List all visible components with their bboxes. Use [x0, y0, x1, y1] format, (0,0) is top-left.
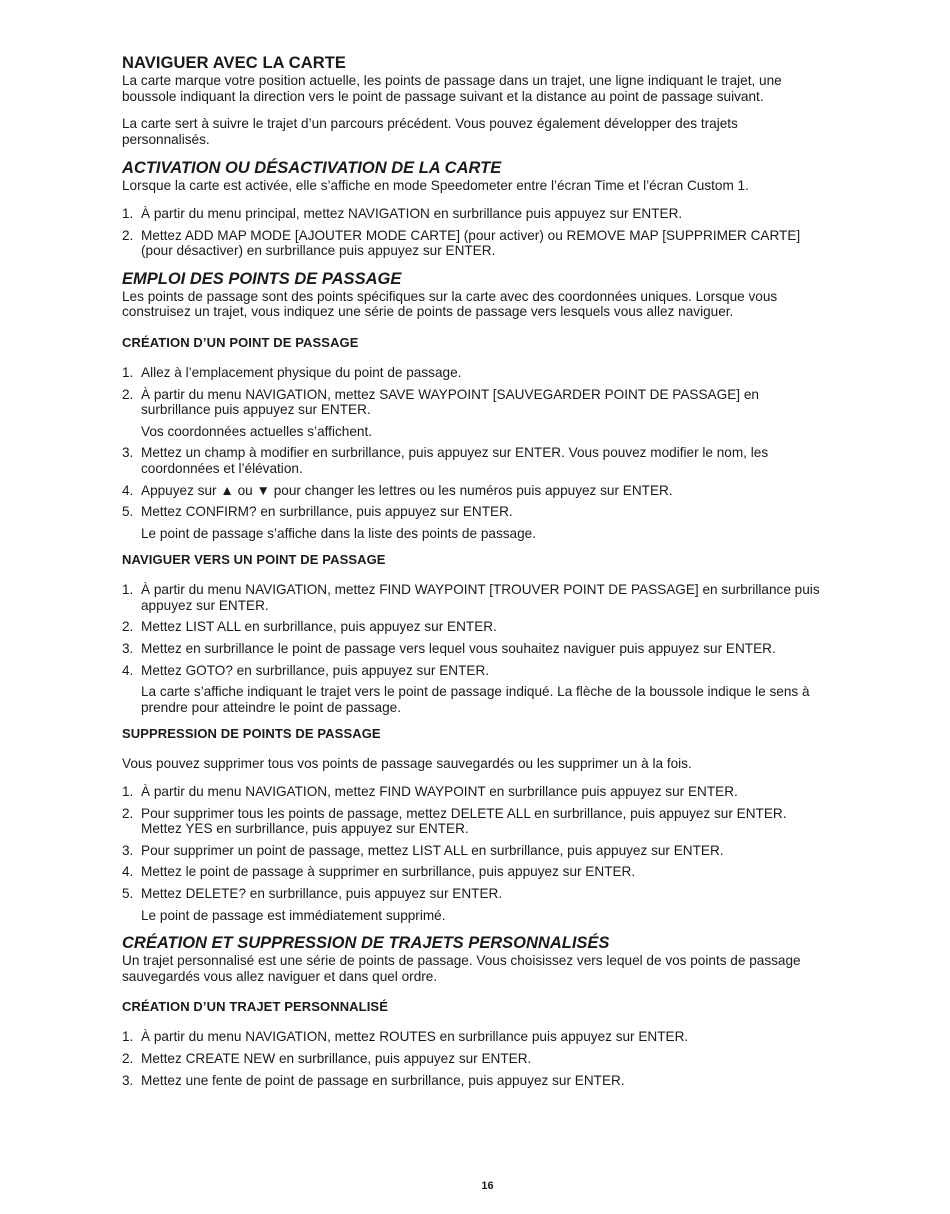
steps-list-activation	[122, 206, 827, 259]
list-item: 1. À partir du menu principal, mettez NAVIGATION en surbrillance puis appuyez sur ENTER.	[122, 205, 683, 221]
section-title-activation: ACTIVATION OU DÉSACTIVATION DE LA CARTE	[122, 159, 502, 178]
list-item: 2. Mettez LIST ALL en surbrillance, puis appuyez sur ENTER.	[122, 619, 497, 635]
list-item: 3. Mettez en surbrillance le point de passage vers lequel vous souhaitez naviguer puis appuyez sur ENTER.	[122, 641, 776, 657]
paragraph: La carte marque votre position actuelle, les points de passage dans un trajet, une ligne indiquant le trajet, une boussole indiquant la direction vers le point de passage suivant et la distance au point de passage suivant.	[122, 73, 782, 104]
page-number: 16	[481, 1180, 494, 1192]
list-item: 4. Mettez le point de passage à supprimer en surbrillance, puis appuyez sur ENTER.	[122, 864, 636, 880]
step-note: Le point de passage est immédiatement supprimé.	[141, 907, 446, 923]
list-item: 2. À partir du menu NAVIGATION, mettez SAVE WAYPOINT [SAUVEGARDER POINT DE PASSAGE] en surbrillance puis appuyez sur ENTER.	[122, 386, 759, 418]
list-item: 4. Mettez GOTO? en surbrillance, puis appuyez sur ENTER.	[122, 662, 490, 678]
section-title-routes: CRÉATION ET SUPPRESSION DE TRAJETS PERSONNALISÉS	[122, 934, 610, 953]
paragraph: Les points de passage sont des points spécifiques sur la carte avec des coordonnées uniques. Lorsque vous construisez un trajet, vous indiquez une série de points de passage vers lesquels vous allez naviguer.	[122, 288, 778, 320]
steps-list-create-waypoint	[122, 365, 827, 418]
list-item: 3. Pour supprimer un point de passage, mettez LIST ALL en surbrillance, puis appuyez sur ENTER.	[122, 842, 724, 858]
list-item: 1. À partir du menu NAVIGATION, mettez FIND WAYPOINT [TROUVER POINT DE PASSAGE] en surbrillance puis appuyez sur ENTER.	[122, 582, 820, 613]
list-item: 2. Mettez CREATE NEW en surbrillance, puis appuyez sur ENTER.	[122, 1050, 532, 1066]
section-title-map: NAVIGUER AVEC LA CARTE	[122, 54, 347, 72]
steps-list-create-waypoint-cont	[122, 445, 827, 519]
paragraph: La carte sert à suivre le trajet d’un parcours précédent. Vous pouvez également développer des trajets personnalisés.	[122, 116, 738, 147]
subsection-title-create-route: CRÉATION D’UN TRAJET PERSONNALISÉ	[122, 999, 388, 1015]
step-note: Le point de passage s’affiche dans la liste des points de passage.	[141, 525, 536, 541]
step-note: Vos coordonnées actuelles s’affichent.	[141, 423, 372, 439]
list-item: 2. Pour supprimer tous les points de passage, mettez DELETE ALL en surbrillance, puis appuyez sur ENTER. Mettez YES en surbrillance, puis appuyez sur ENTER.	[122, 805, 787, 837]
list-item: 3. Mettez une fente de point de passage en surbrillance, puis appuyez sur ENTER.	[122, 1072, 625, 1088]
paragraph: Vous pouvez supprimer tous vos points de passage sauvegardés ou les supprimer un à la fois.	[122, 756, 692, 772]
section-title-waypoints: EMPLOI DES POINTS DE PASSAGE	[122, 269, 402, 288]
list-item: 1. À partir du menu NAVIGATION, mettez ROUTES en surbrillance puis appuyez sur ENTER.	[122, 1029, 689, 1045]
subsection-title-create-waypoint: CRÉATION D’UN POINT DE PASSAGE	[122, 334, 359, 350]
list-item: 3. Mettez un champ à modifier en surbrillance, puis appuyez sur ENTER. Vous pouvez modifier le nom, les coordonnées et l’élévation.	[122, 445, 769, 476]
steps-list-navigate-waypoint	[122, 582, 827, 678]
list-item: 1. À partir du menu NAVIGATION, mettez FIND WAYPOINT en surbrillance puis appuyez sur ENTER.	[122, 784, 738, 800]
steps-list-delete-waypoints	[122, 784, 827, 902]
list-item: 2. Mettez ADD MAP MODE [AJOUTER MODE CARTE] (pour activer) ou REMOVE MAP [SUPPRIMER CARTE] (pour désactiver) en surbrillance puis appuyez sur ENTER.	[122, 227, 801, 259]
subsection-title-delete-waypoints: SUPPRESSION DE POINTS DE PASSAGE	[122, 726, 381, 742]
list-item: 4. Appuyez sur ▲ ou ▼ pour changer les lettres ou les numéros puis appuyez sur ENTER.	[122, 482, 673, 498]
subsection-title-navigate-waypoint: NAVIGUER VERS UN POINT DE PASSAGE	[122, 552, 386, 568]
document-page	[122, 54, 827, 1094]
list-item: 1. Allez à l’emplacement physique du point de passage.	[122, 364, 462, 380]
paragraph: Lorsque la carte est activée, elle s’affiche en mode Speedometer entre l’écran Time et l’écran Custom 1.	[122, 178, 749, 194]
step-note: La carte s’affiche indiquant le trajet vers le point de passage indiqué. La flèche de la boussole indique le sens à prendre pour atteindre le point de passage.	[141, 684, 810, 715]
steps-list-create-route	[122, 1029, 827, 1088]
paragraph: Un trajet personnalisé est une série de points de passage. Vous choisissez vers lequel de vos points de passage sauvegardés vous allez naviguer et dans quel ordre.	[122, 953, 801, 984]
list-item: 5. Mettez DELETE? en surbrillance, puis appuyez sur ENTER.	[122, 886, 503, 901]
list-item: 5. Mettez CONFIRM? en surbrillance, puis appuyez sur ENTER.	[122, 504, 513, 520]
